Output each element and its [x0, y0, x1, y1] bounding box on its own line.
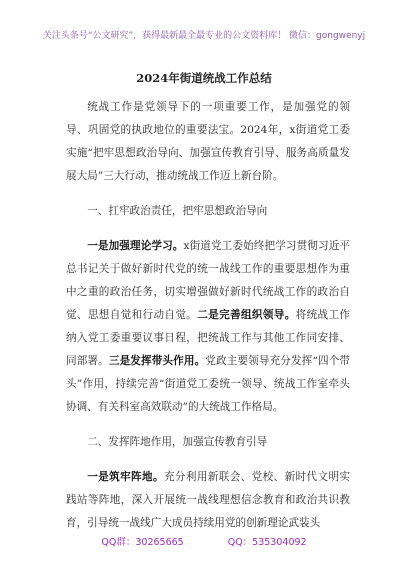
intro-paragraph: 统战工作是党领导下的一项重要工作，是加强党的领导、巩固党的执政地位的重要法宝。2024年，x街道党工委实施“把牢思想政治导向、加强宣传教育引导、服务高质量发展大局”三大行动，推动统战工作迈上新台阶。	[66, 101, 350, 182]
document-body	[66, 96, 350, 535]
section-1-heading: 一、扛牢政治责任，把牢思想政治导向	[87, 205, 268, 217]
qq-number: QQ：535304092	[227, 537, 307, 548]
section-1-point-3-lead: 三是发挥带头作用。	[108, 355, 206, 367]
section-2-heading: 二、发挥阵地作用，加强宣传教育引导	[87, 436, 268, 448]
document-title: 2024年街道统战工作总结	[136, 71, 272, 85]
section-1-paragraph	[66, 235, 350, 419]
section-1-point-1-lead: 一是加强理论学习。	[87, 240, 184, 252]
section-1-point-2-text: 将统战工作纳入党工委重要议事日程，把统战工作与其他工作同安排、同部署。	[66, 309, 351, 367]
section-1-point-3-text: 党政主要领导充分发挥“四个带头”作用，持续完善“街道党工委统一领导、统战工作室牵头协调、有关科室高效联动”的大统战工作格局。	[66, 355, 351, 413]
section-2-point-1-text: 充分利用新联会、党校、新时代文明实践站等阵地，深入开展统一战线理想信念教育和政治共识教育，引导统一战线广大成员持续用党的创新理论武装头	[66, 471, 351, 529]
section-1-point-2-lead: 二是完善组织领导。	[197, 309, 296, 321]
section-2-paragraph	[66, 466, 350, 535]
promo-banner: 关注头条号“公文研究”，获得最新最全最专业的公文资料库！ 微信：gongwenyj	[42, 31, 366, 41]
contact-footer	[0, 534, 408, 548]
qq-group-number: QQ群：30265665	[101, 537, 184, 548]
section-1-point-1-text: x街道党工委始终把学习贯彻习近平总书记关于做好新时代党的统一战线工作的重要思想作为重中之重的政治任务，切实增强做好新时代统战工作的政治自觉、思想自觉和行动自觉。	[66, 240, 350, 321]
section-2-point-1-lead: 一是筑牢阵地。	[87, 471, 164, 483]
